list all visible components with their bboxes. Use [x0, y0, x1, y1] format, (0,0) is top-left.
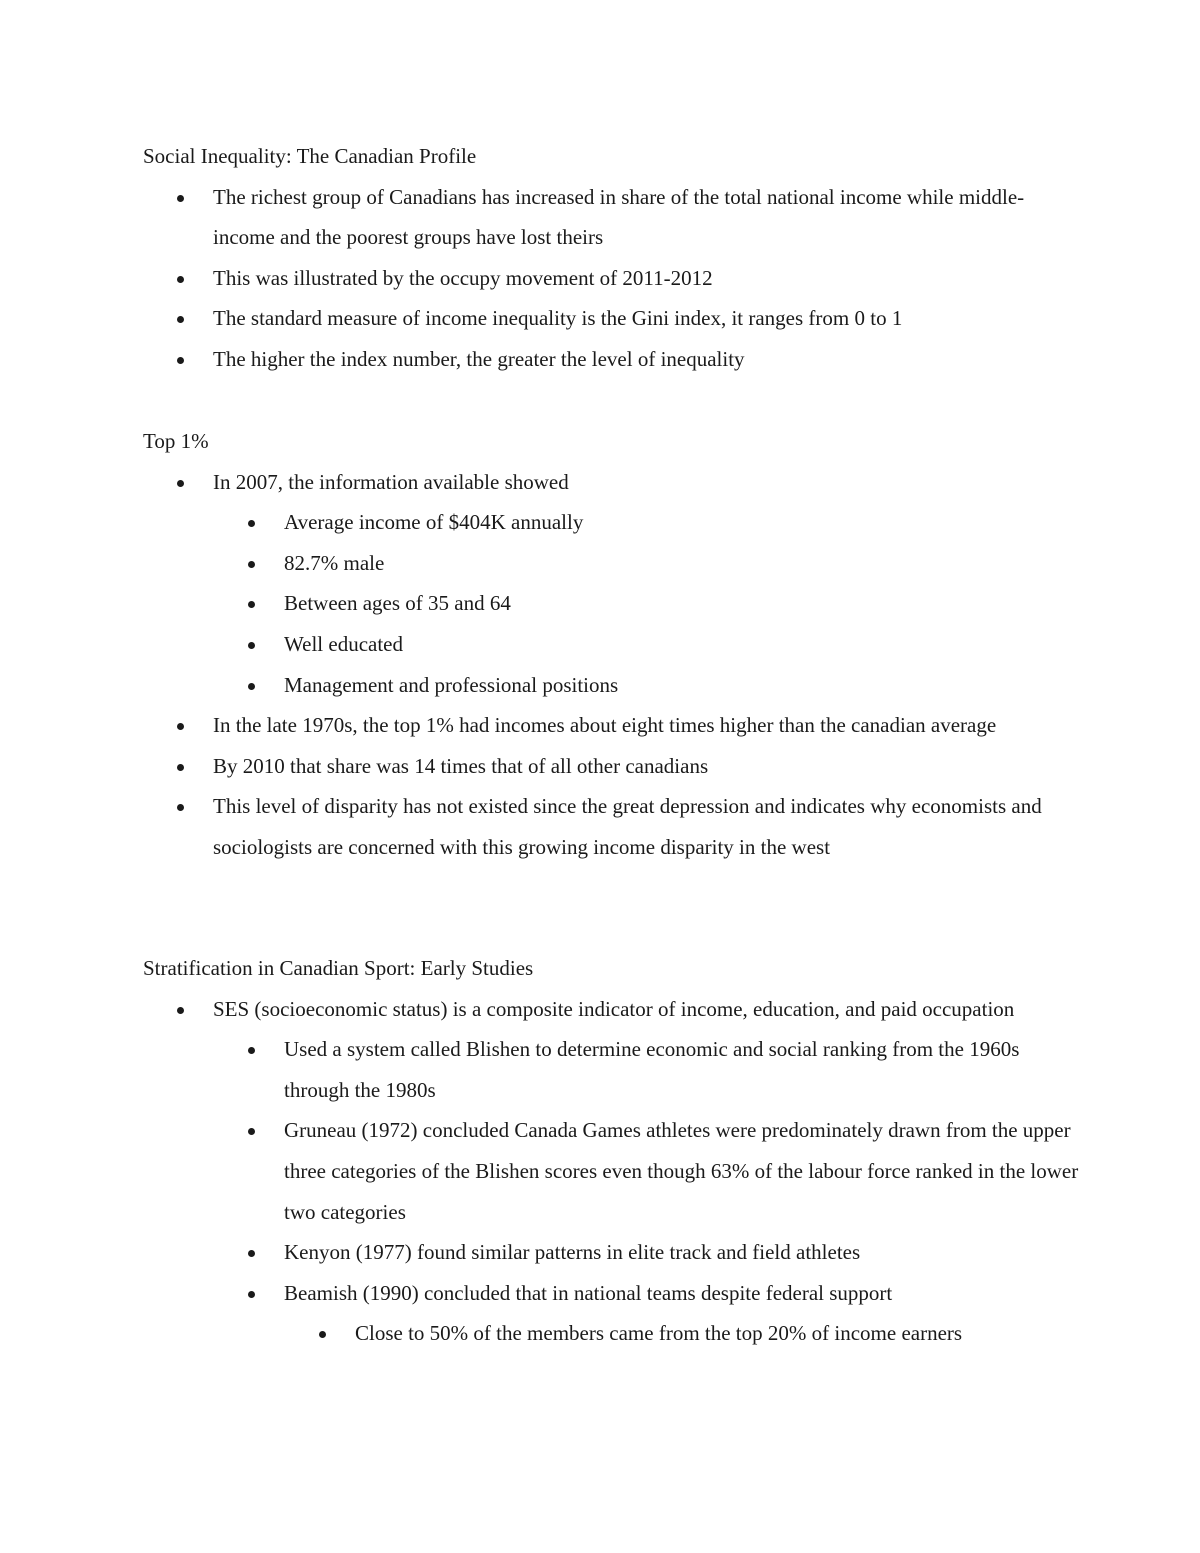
section-social-inequality — [143, 136, 1083, 380]
list-item: Close to 50% of the members came from the top 20% of income earners — [143, 1313, 1083, 1354]
list-item: By 2010 that share was 14 times that of all other canadians — [143, 746, 1083, 787]
bullet-list — [143, 462, 1083, 868]
list-item: Well educated — [143, 624, 1083, 665]
bullet-icon — [248, 1250, 255, 1257]
section-stratification-sport — [143, 948, 1083, 1354]
section-heading: Stratification in Canadian Sport: Early Studies — [143, 956, 534, 980]
bullet-icon — [177, 1007, 184, 1014]
bullet-icon — [177, 480, 184, 487]
bullet-icon — [177, 276, 184, 283]
section-heading: Social Inequality: The Canadian Profile — [143, 144, 477, 168]
list-item: Between ages of 35 and 64 — [143, 583, 1083, 624]
list-item: In the late 1970s, the top 1% had incomes about eight times higher than the canadian average — [143, 705, 1083, 746]
list-item: In 2007, the information available showed — [143, 462, 1083, 503]
list-item: This was illustrated by the occupy movement of 2011-2012 — [143, 258, 1083, 299]
list-item: This level of disparity has not existed since the great depression and indicates why economists and sociologists are concerned with this growing income disparity in the west — [143, 786, 1083, 867]
list-item: 82.7% male — [143, 543, 1083, 584]
bullet-list — [143, 989, 1083, 1354]
list-item: SES (socioeconomic status) is a composite indicator of income, education, and paid occupation — [143, 989, 1083, 1030]
bullet-icon — [177, 764, 184, 771]
list-item: The standard measure of income inequality is the Gini index, it ranges from 0 to 1 — [143, 298, 1083, 339]
list-item: Beamish (1990) concluded that in national teams despite federal support — [143, 1273, 1083, 1314]
section-heading: Top 1% — [143, 429, 209, 453]
list-item: Gruneau (1972) concluded Canada Games athletes were predominately drawn from the upper three categories of the Blishen scores even though 63% of the labour force ranked in the lower two categories — [143, 1110, 1083, 1232]
bullet-icon — [177, 357, 184, 364]
section-top-one-percent — [143, 421, 1083, 868]
bullet-list — [143, 177, 1083, 380]
list-item: Management and professional positions — [143, 665, 1083, 706]
bullet-icon — [248, 1128, 255, 1135]
bullet-icon — [248, 642, 255, 649]
bullet-icon — [248, 1047, 255, 1054]
bullet-icon — [177, 316, 184, 323]
bullet-icon — [177, 804, 184, 811]
bullet-icon — [248, 561, 255, 568]
list-item: Average income of $404K annually — [143, 502, 1083, 543]
bullet-icon — [177, 195, 184, 202]
bullet-icon — [248, 1291, 255, 1298]
bullet-icon — [177, 723, 184, 730]
bullet-icon — [248, 683, 255, 690]
bullet-icon — [248, 601, 255, 608]
bullet-icon — [248, 520, 255, 527]
bullet-icon — [319, 1331, 326, 1338]
list-item: The higher the index number, the greater the level of inequality — [143, 339, 1083, 380]
list-item: The richest group of Canadians has increased in share of the total national income while middle-income and the poorest groups have lost theirs — [143, 177, 1083, 258]
list-item: Kenyon (1977) found similar patterns in elite track and field athletes — [143, 1232, 1083, 1273]
list-item: Used a system called Blishen to determine economic and social ranking from the 1960s through the 1980s — [143, 1029, 1083, 1110]
